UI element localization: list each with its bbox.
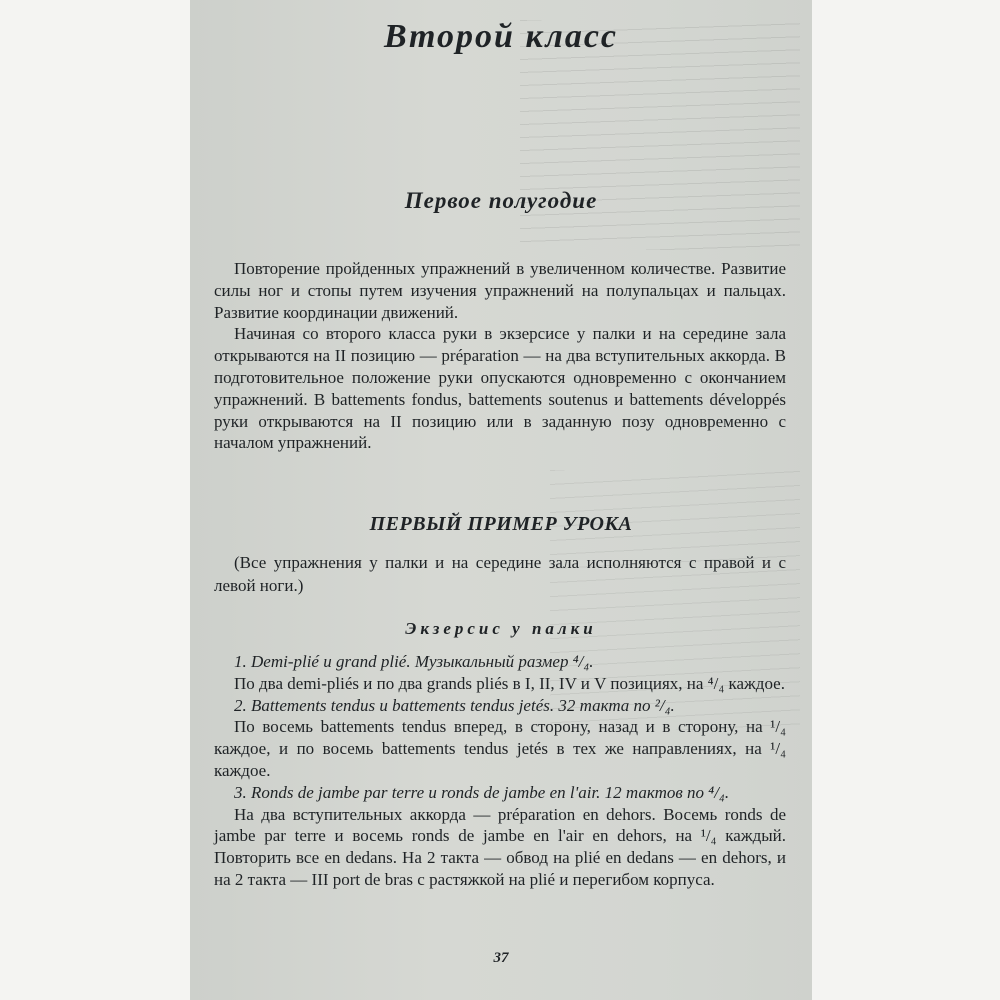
exercise-heading: 2. Battements tendus и battements tendus jetés. 32 такта по ²/₄. — [234, 695, 675, 715]
lesson-note — [214, 551, 786, 597]
exercise-section-title: Экзерсис у палки — [405, 619, 597, 638]
book-page — [190, 0, 812, 1000]
page-number: 37 — [493, 950, 509, 966]
lesson-note-text: (Все упражнения у палки и на середине зала исполняются с правой и с левой ноги.) — [214, 553, 786, 595]
exercise-list — [214, 651, 786, 891]
section-title: Первое полугодие — [404, 188, 598, 213]
intro-paragraph: Начиная со второго класса руки в экзерсисе у палки и на середине зала открываются на II позицию — préparation — на два вступительных аккорда. В подготовительное положение руки опускаются одновременно с окончанием упражнений. В battements fondus, battements soutenus и battements développés руки открываются на II позицию или в заданную позу одновременно с началом упражнений. — [214, 324, 786, 453]
lesson-title: ПЕРВЫЙ ПРИМЕР УРОКА — [369, 513, 633, 535]
exercise-text: По два demi-pliés и по два grands pliés в I, II, IV и V позициях, на ⁴/₄ каждое. — [234, 673, 785, 693]
intro-paragraph: Повторение пройденных упражнений в увеличенном количестве. Развитие силы ног и стопы путем изучения упражнений на полупальцах и пальцах. Развитие координации движений. — [214, 259, 786, 322]
exercise-text: По восемь battements tendus вперед, в сторону, назад и в сторону, на ¹/₄ каждое, и по восемь battements tendus jetés в тех же направлениях, на ¹/₄ каждое. — [214, 717, 786, 780]
chapter-title: Второй класс — [383, 18, 619, 55]
exercise-text: На два вступительных аккорда — préparation en dehors. Восемь ronds de jambe par terre и восемь ronds de jambe en l'air en dehors, на ¹/₄ каждый. Повторить все en dedans. На 2 такта — обвод на plié en dedans — en dehors, и на 2 такта — III port de bras с растяжкой на plié и перегибом корпуса. — [214, 804, 786, 889]
exercise-heading: 1. Demi-plié и grand plié. Музыкальный размер ⁴/₄. — [234, 652, 594, 671]
exercise-heading: 3. Ronds de jambe par terre и ronds de jambe en l'air. 12 тактов по ⁴/₄. — [234, 782, 730, 802]
intro-text — [214, 258, 786, 454]
